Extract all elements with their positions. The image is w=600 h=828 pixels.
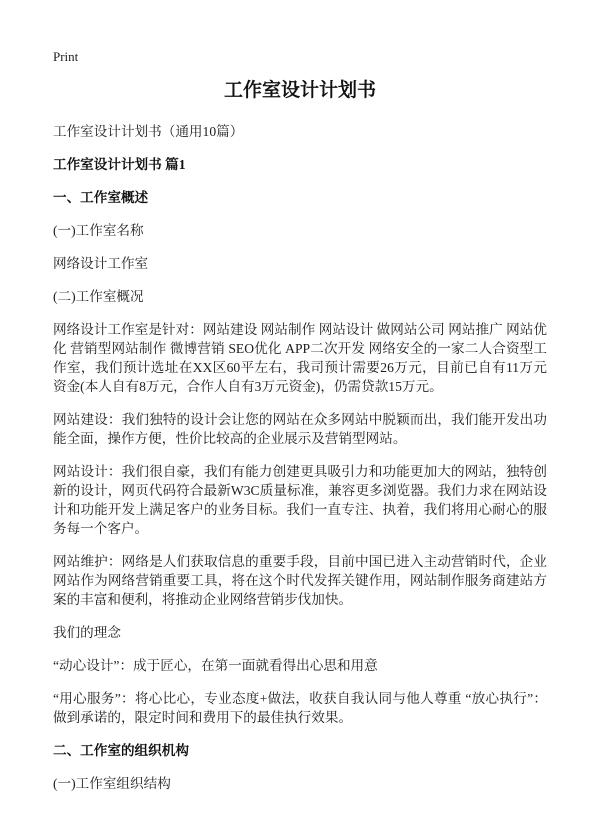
section1-sub1-label: (一)工作室名称 bbox=[53, 223, 144, 238]
philosophy-design-paragraph: “动心设计”：成于匠心，在第一面就看得出心思和用意 bbox=[53, 658, 378, 673]
overview-paragraph: 网络设计工作室是针对：网站建设 网站制作 网站设计 做网站公司 网站推广 网站优化 营销型网站制作 微博营销 SEO优化 APP二次开发 网络安全的一家二人合资型工作室，我们预计选址在XX区60平左右，我司预计需要26万元，目前已自有11万元资金(本人自有8万元，合作人自有3万元资金)，仍需贷款15万元。 bbox=[53, 322, 547, 394]
website-build-paragraph: 网站建设：我们独特的设计会让您的网站在众多网站中脱颖而出，我们能开发出功能全面，操作方便，性价比较高的企业展示及营销型网站。 bbox=[53, 412, 547, 446]
philosophy-label: 我们的理念 bbox=[53, 625, 121, 640]
section2-sub1-label: (一)工作室组织结构 bbox=[53, 776, 171, 791]
section2-heading: 二、工作室的组织机构 bbox=[53, 743, 189, 758]
section1-heading: 一、工作室概述 bbox=[53, 190, 149, 205]
website-maintain-paragraph: 网站维护：网络是人们获取信息的重要手段，目前中国已进入主动营销时代，企业网站作为网络营销重要工具，将在这个时代发挥关键作用，网站制作服务商建站方案的丰富和便利，将推动企业网络营销步伐加快。 bbox=[53, 554, 547, 607]
part-heading: 工作室设计计划书 篇1 bbox=[53, 157, 186, 172]
page-title: 工作室设计计划书 bbox=[223, 80, 376, 101]
print-link[interactable]: Print bbox=[53, 49, 79, 64]
website-design-paragraph: 网站设计：我们很自豪，我们有能力创建更具吸引力和功能更加大的网站，独特创新的设计，网页代码符合最新W3C质量标准，兼容更多浏览器。我们力求在网站设计和功能开发上满足客户的业务目标。我们一直专注、执着，我们将用心耐心的服务每一个客户。 bbox=[53, 464, 547, 536]
section1-sub2-label: (二)工作室概况 bbox=[53, 289, 144, 304]
article-subtitle: 工作室设计计划书（通用10篇） bbox=[53, 124, 244, 139]
studio-name: 网络设计工作室 bbox=[53, 256, 149, 271]
philosophy-service-paragraph: “用心服务”：将心比心，专业态度+做法，收获自我认同与他人尊重 “放心执行”：做到承诺的，限定时间和费用下的最佳执行效果。 bbox=[53, 691, 547, 725]
